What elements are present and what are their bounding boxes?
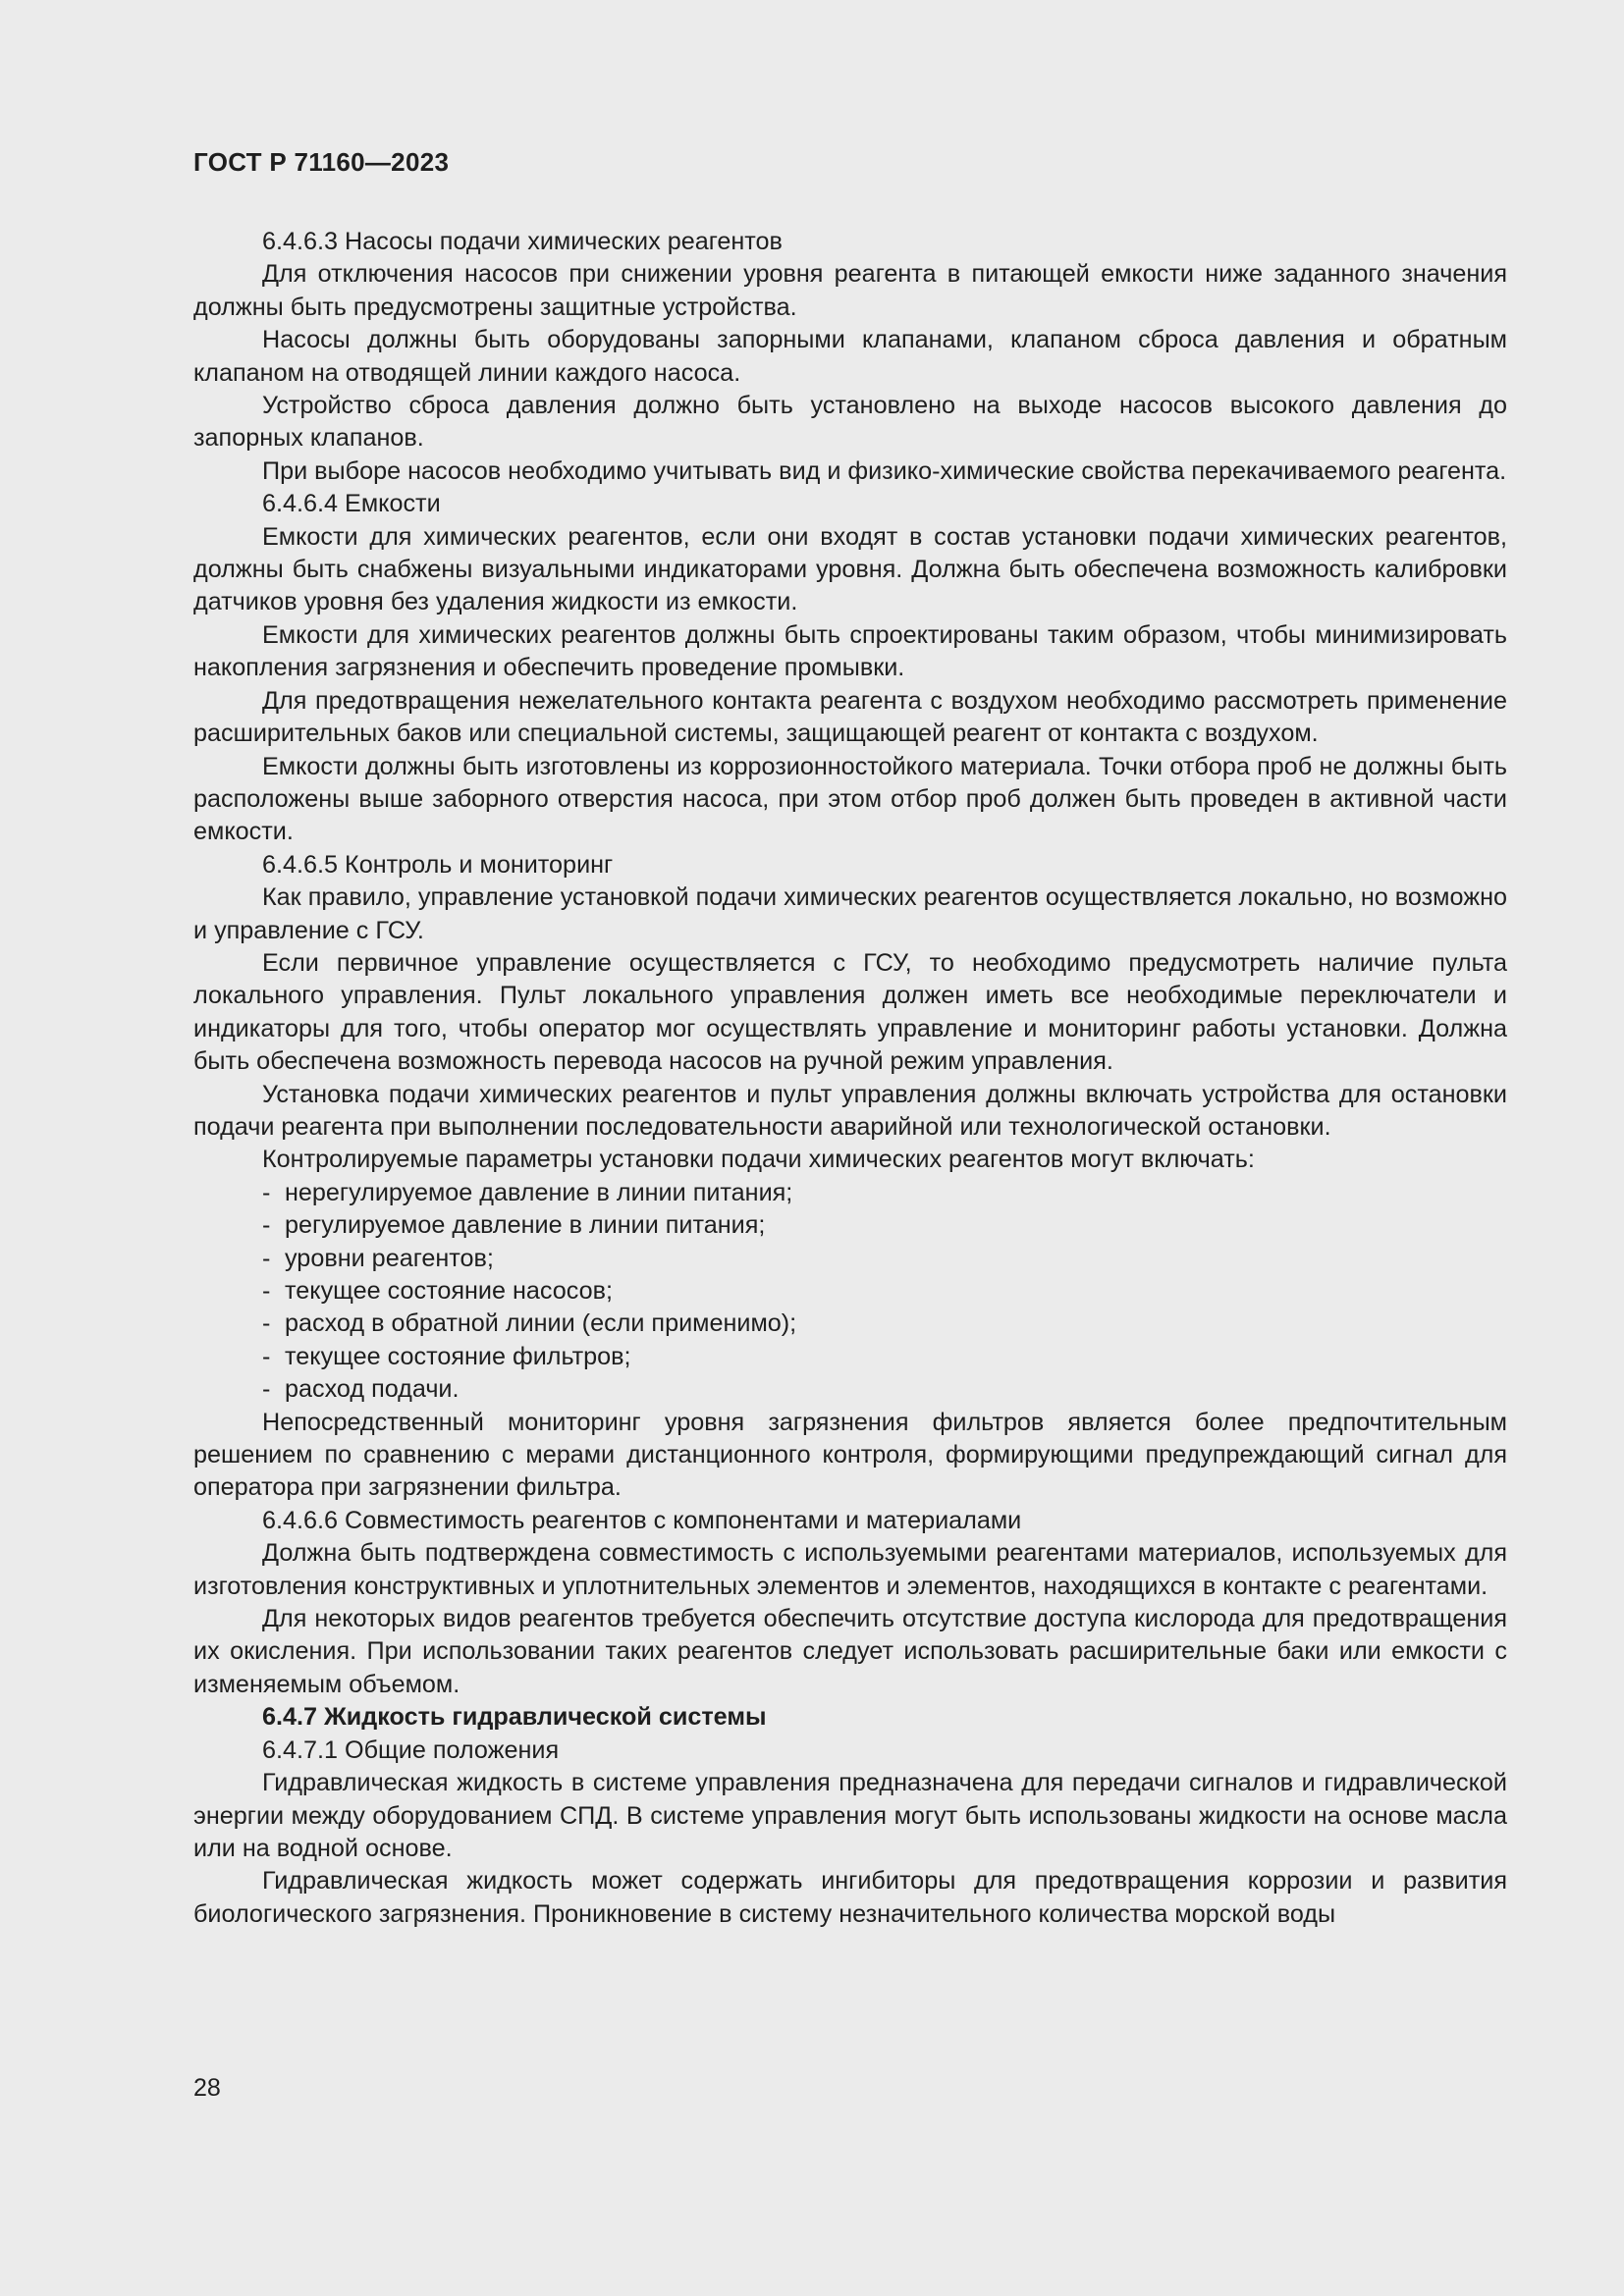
list-item [193,1177,1507,1209]
list-item-text: расход в обратной линии (если применимо); [285,1309,797,1338]
list-marker: - [262,1309,271,1338]
paragraph: Должна быть подтверждена совместимость с используемыми реагентами материалов, используемых для изготовления конструктивных и уплотнительных элементов и элементов, находящихся в контакте с реагентами. [193,1539,1507,1600]
section-heading-6471: 6.4.7.1 Общие положения [262,1735,560,1764]
page-number: 28 [193,2074,221,2102]
list-marker: - [262,1342,271,1370]
section-heading-6463: 6.4.6.3 Насосы подачи химических реагентов [262,228,783,255]
paragraph: Как правило, управление установкой подачи химических реагентов осуществляется локально, но возможно и управление с ГСУ. [193,883,1507,944]
paragraph: Непосредственный мониторинг уровня загрязнения фильтров является более предпочтительным решением по сравнению с мерами дистанционного контроля, формирующими предупреждающий сигнал для оператора при загрязнении фильтра. [193,1408,1507,1502]
paragraph: Гидравлическая жидкость может содержать ингибиторы для предотвращения коррозии и развития биологического загрязнения. Проникновение в систему незначительного количества морской воды [193,1867,1507,1928]
list-marker: - [262,1244,271,1272]
paragraph: Емкости должны быть изготовлены из коррозионностойкого материала. Точки отбора проб не должны быть расположены выше заборного отверстия насоса, при этом отбор проб должен быть проведен в активной части емкости. [193,752,1507,846]
paragraph: Для предотвращения нежелательного контакта реагента с воздухом необходимо рассмотреть применение расширительных баков или специальной системы, защищающей реагент от контакта с воздухом. [193,686,1507,748]
paragraph: Контролируемые параметры установки подачи химических реагентов могут включать: [262,1146,1255,1174]
paragraph: Устройство сброса давления должно быть установлено на выходе насосов высокого давления до запорных клапанов. [193,392,1507,453]
document-body [193,226,1507,1931]
paragraph: Для некоторых видов реагентов требуется обеспечить отсутствие доступа кислорода для предотвращения их окисления. При использовании таких реагентов следует использовать расширительные баки или емкости с изменяемым объемом. [193,1605,1507,1698]
list-item [193,1243,1507,1275]
list-item [193,1209,1507,1242]
list-marker: - [262,1211,271,1240]
list-item [193,1341,1507,1373]
section-heading-6464: 6.4.6.4 Емкости [262,490,441,518]
section-heading-6466: 6.4.6.6 Совместимость реагентов с компонентами и материалами [262,1506,1022,1534]
document-header-standard: ГОСТ Р 71160—2023 [193,147,450,177]
section-heading-647: 6.4.7 Жидкость гидравлической системы [262,1703,767,1732]
paragraph: Если первичное управление осуществляется с ГСУ, то необходимо предусмотреть наличие пульта локального управления. Пульт локального управления должен иметь все необходимые переключатели и индикаторы для того, чтобы оператор мог осуществлять управление и мониторинг работы установки. Должна быть обеспечена возможность перевода насосов на ручной режим управления. [193,948,1507,1076]
paragraph: Насосы должны быть оборудованы запорными клапанами, клапаном сброса давления и обратным клапаном на отводящей линии каждого насоса. [193,326,1507,387]
list-marker: - [262,1375,271,1404]
parameters-list [193,1177,1507,1407]
paragraph: Емкости для химических реагентов, если они входят в состав установки подачи химических реагентов, должны быть снабжены визуальными индикаторами уровня. Должна быть обеспечена возможность калибровки датчиков уровня без удаления жидкости из емкости. [193,522,1507,616]
paragraph: Для отключения насосов при снижении уровня реагента в питающей емкости ниже заданного значения должны быть предусмотрены защитные устройства. [193,260,1507,321]
list-item-text: расход подачи. [285,1375,460,1404]
paragraph: Установка подачи химических реагентов и пульт управления должны включать устройства для остановки подачи реагента при выполнении последовательности аварийной или технологической остановки. [193,1080,1507,1141]
list-marker: - [262,1178,271,1206]
list-item-text: текущее состояние насосов; [285,1277,614,1305]
paragraph: Гидравлическая жидкость в системе управления предназначена для передачи сигналов и гидравлической энергии между оборудованием СПД. В системе управления могут быть использованы жидкости на основе масла или на водной основе. [193,1769,1507,1862]
list-item-text: уровни реагентов; [285,1244,494,1272]
list-item-text: регулируемое давление в линии питания; [285,1211,766,1240]
list-item [193,1275,1507,1308]
paragraph: При выборе насосов необходимо учитывать вид и физико-химические свойства перекачиваемого реагента. [262,456,1507,485]
section-heading-6465: 6.4.6.5 Контроль и мониторинг [262,850,614,879]
paragraph: Емкости для химических реагентов должны быть спроектированы таким образом, чтобы минимизировать накопления загрязнения и обеспечить проведение промывки. [193,620,1507,682]
list-marker: - [262,1277,271,1305]
list-item-text: текущее состояние фильтров; [285,1342,631,1370]
list-item-text: нерегулируемое давление в линии питания; [285,1178,793,1206]
list-item [193,1308,1507,1340]
list-item [193,1373,1507,1406]
